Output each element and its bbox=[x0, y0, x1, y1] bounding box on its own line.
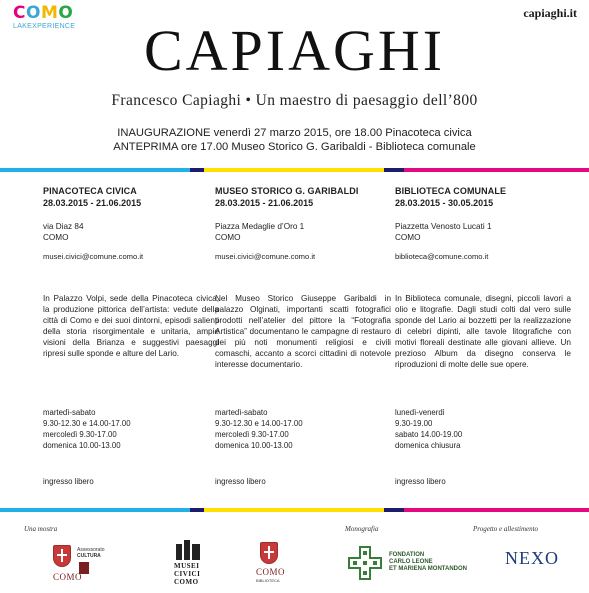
venue-dates: 28.03.2015 - 30.05.2015 bbox=[395, 198, 494, 208]
cultura-line: CULTURA bbox=[77, 553, 101, 559]
label-una-mostra: Una mostra bbox=[24, 525, 58, 533]
fondation-mark-icon bbox=[347, 545, 383, 581]
venue-entry: ingresso libero bbox=[43, 477, 94, 486]
hours-line: mercoledì 9.30-17.00 bbox=[43, 430, 117, 439]
hours-line: domenica chiusura bbox=[395, 441, 461, 450]
fondation-line: FONDATION bbox=[389, 552, 425, 558]
venue-address bbox=[43, 222, 219, 243]
address-city: COMO bbox=[395, 232, 421, 242]
venue-column-biblioteca bbox=[395, 186, 571, 486]
logo-letter: M bbox=[40, 3, 59, 23]
logo-letter: C bbox=[13, 3, 26, 23]
preview-line: ANTEPRIMA ore 17.00 Museo Storico G. Garibaldi - Biblioteca comunale bbox=[113, 141, 476, 153]
hours-line: domenica 10.00-13.00 bbox=[43, 441, 121, 450]
logo-letter: O bbox=[58, 3, 74, 23]
site-url[interactable]: capiaghi.it bbox=[523, 6, 577, 20]
logo-letter: O bbox=[25, 3, 41, 23]
inauguration-info bbox=[0, 126, 589, 154]
hours-line: 9.30-12.30 e 14.00-17.00 bbox=[215, 419, 303, 428]
musei-line: MUSEI bbox=[174, 562, 200, 570]
inauguration-line: INAUGURAZIONE venerdì 27 marzo 2015, ore 18.00 Pinacoteca civica bbox=[117, 127, 472, 139]
venue-dates: 28.03.2015 - 21.06.2015 bbox=[43, 198, 142, 208]
civici-line: CIVICI bbox=[174, 570, 201, 578]
venue-dates: 28.03.2015 - 21.06.2015 bbox=[215, 198, 314, 208]
hours-line: mercoledì 9.30-17.00 bbox=[215, 430, 289, 439]
como-crest-icon bbox=[53, 545, 71, 567]
nexo-logo: NEXO bbox=[505, 548, 559, 568]
venue-name: BIBLIOTECA COMUNALE bbox=[395, 186, 507, 196]
label-progetto: Progetto e allestimento bbox=[473, 525, 539, 533]
venue-address bbox=[215, 222, 391, 243]
venue-email[interactable]: musei.civici@comune.como.it bbox=[43, 252, 144, 261]
hours-line: lunedì-venerdì bbox=[395, 408, 445, 417]
poster-subtitle: Francesco Capiaghi • Un maestro di paesaggio dell’800 bbox=[111, 92, 478, 109]
address-street: Piazzetta Venosto Lucati 1 bbox=[395, 222, 492, 231]
assessorato-line: Assessorato bbox=[77, 547, 105, 553]
musei-civici-text bbox=[174, 562, 200, 586]
fondation-line: ET MARIENA MONTANDON bbox=[389, 566, 467, 572]
como-line: COMO bbox=[174, 578, 199, 586]
venue-column-pinacoteca bbox=[43, 186, 219, 486]
assessorato-text bbox=[77, 547, 105, 559]
venue-address bbox=[395, 222, 571, 243]
biblioteca-sub: BIBLIOTECA bbox=[256, 578, 280, 583]
venue-description: In Biblioteca comunale, disegni, piccoli lavori a olio e litografie. Dagli studi colti dal vero sulle sponde del Lario ai bozzetti per la realizzazione di celebri dipinti, alle tavole litografiche con motivi floreali destinate alle giovani allieve. Un prezioso Album da disegno conserva le riproduzioni di molte delle sue opere. bbox=[395, 294, 571, 369]
como-crest-icon bbox=[260, 542, 278, 564]
hours-line: domenica 10.00-13.00 bbox=[215, 441, 293, 450]
address-street: via Diaz 84 bbox=[43, 222, 84, 231]
musei-civici-logo bbox=[162, 540, 212, 588]
label-monografia: Monografia bbox=[345, 525, 379, 533]
venue-entry: ingresso libero bbox=[395, 477, 446, 486]
venue-email[interactable]: biblioteca@comune.como.it bbox=[395, 252, 489, 261]
biblioteca-como-logo bbox=[254, 542, 284, 588]
venue-description: Nel Museo Storico Giuseppe Garibaldi in palazzo Olginati, importanti scatti fotografici prodotti nell’atelier del pittore la “Fotografia Artistica” documentano le campagne di restauro dei più noti monumenti religiosi e civili comaschi, accanto a scorci cittadini di notevole interesse documentario. bbox=[215, 294, 391, 369]
address-street: Piazza Medaglie d’Oro 1 bbox=[215, 222, 305, 231]
venue-hours bbox=[215, 407, 391, 451]
como-word: COMO bbox=[53, 572, 83, 582]
como-word: COMO bbox=[256, 567, 286, 577]
venue-hours bbox=[43, 407, 219, 451]
venue-description: In Palazzo Volpi, sede della Pinacoteca civica, la produzione pittorica dell’artista: vedute della città di Como e dei suoi dintorni, episodi salienti della storia risorgimentale e unitaria, ampie visioni della Brianza e suggestivi paesaggi ripresi sulle sponde e alture del Lario. bbox=[43, 294, 219, 358]
hours-line: martedì-sabato bbox=[43, 408, 96, 417]
hours-line: 9.30-19.00 bbox=[395, 419, 433, 428]
fondation-line: CARLO LEONE bbox=[389, 559, 433, 565]
venue-column-museo-garibaldi bbox=[215, 186, 391, 486]
assessorato-cultura-logo bbox=[53, 545, 113, 585]
hours-line: sabato 14.00-19.00 bbox=[395, 430, 463, 439]
top-color-bar bbox=[0, 168, 589, 172]
poster-title: CAPIAGHI bbox=[143, 18, 446, 83]
venue-email[interactable]: musei.civici@comune.como.it bbox=[215, 252, 316, 261]
venue-name: MUSEO STORICO G. GARIBALDI bbox=[215, 186, 359, 196]
bottom-color-bar bbox=[0, 508, 589, 512]
fondation-montandon-logo bbox=[347, 545, 477, 581]
venue-name: PINACOTECA CIVICA bbox=[43, 186, 137, 196]
address-city: COMO bbox=[43, 232, 69, 242]
logo-subtitle: LAKEXPERIENCE bbox=[13, 23, 76, 30]
musei-civici-mark-icon bbox=[176, 540, 202, 560]
fondation-text bbox=[389, 552, 467, 573]
venue-hours bbox=[395, 407, 571, 451]
address-city: COMO bbox=[215, 232, 241, 242]
hours-line: 9.30-12.30 e 14.00-17.00 bbox=[43, 419, 131, 428]
hours-line: martedì-sabato bbox=[215, 408, 268, 417]
venue-entry: ingresso libero bbox=[215, 477, 266, 486]
